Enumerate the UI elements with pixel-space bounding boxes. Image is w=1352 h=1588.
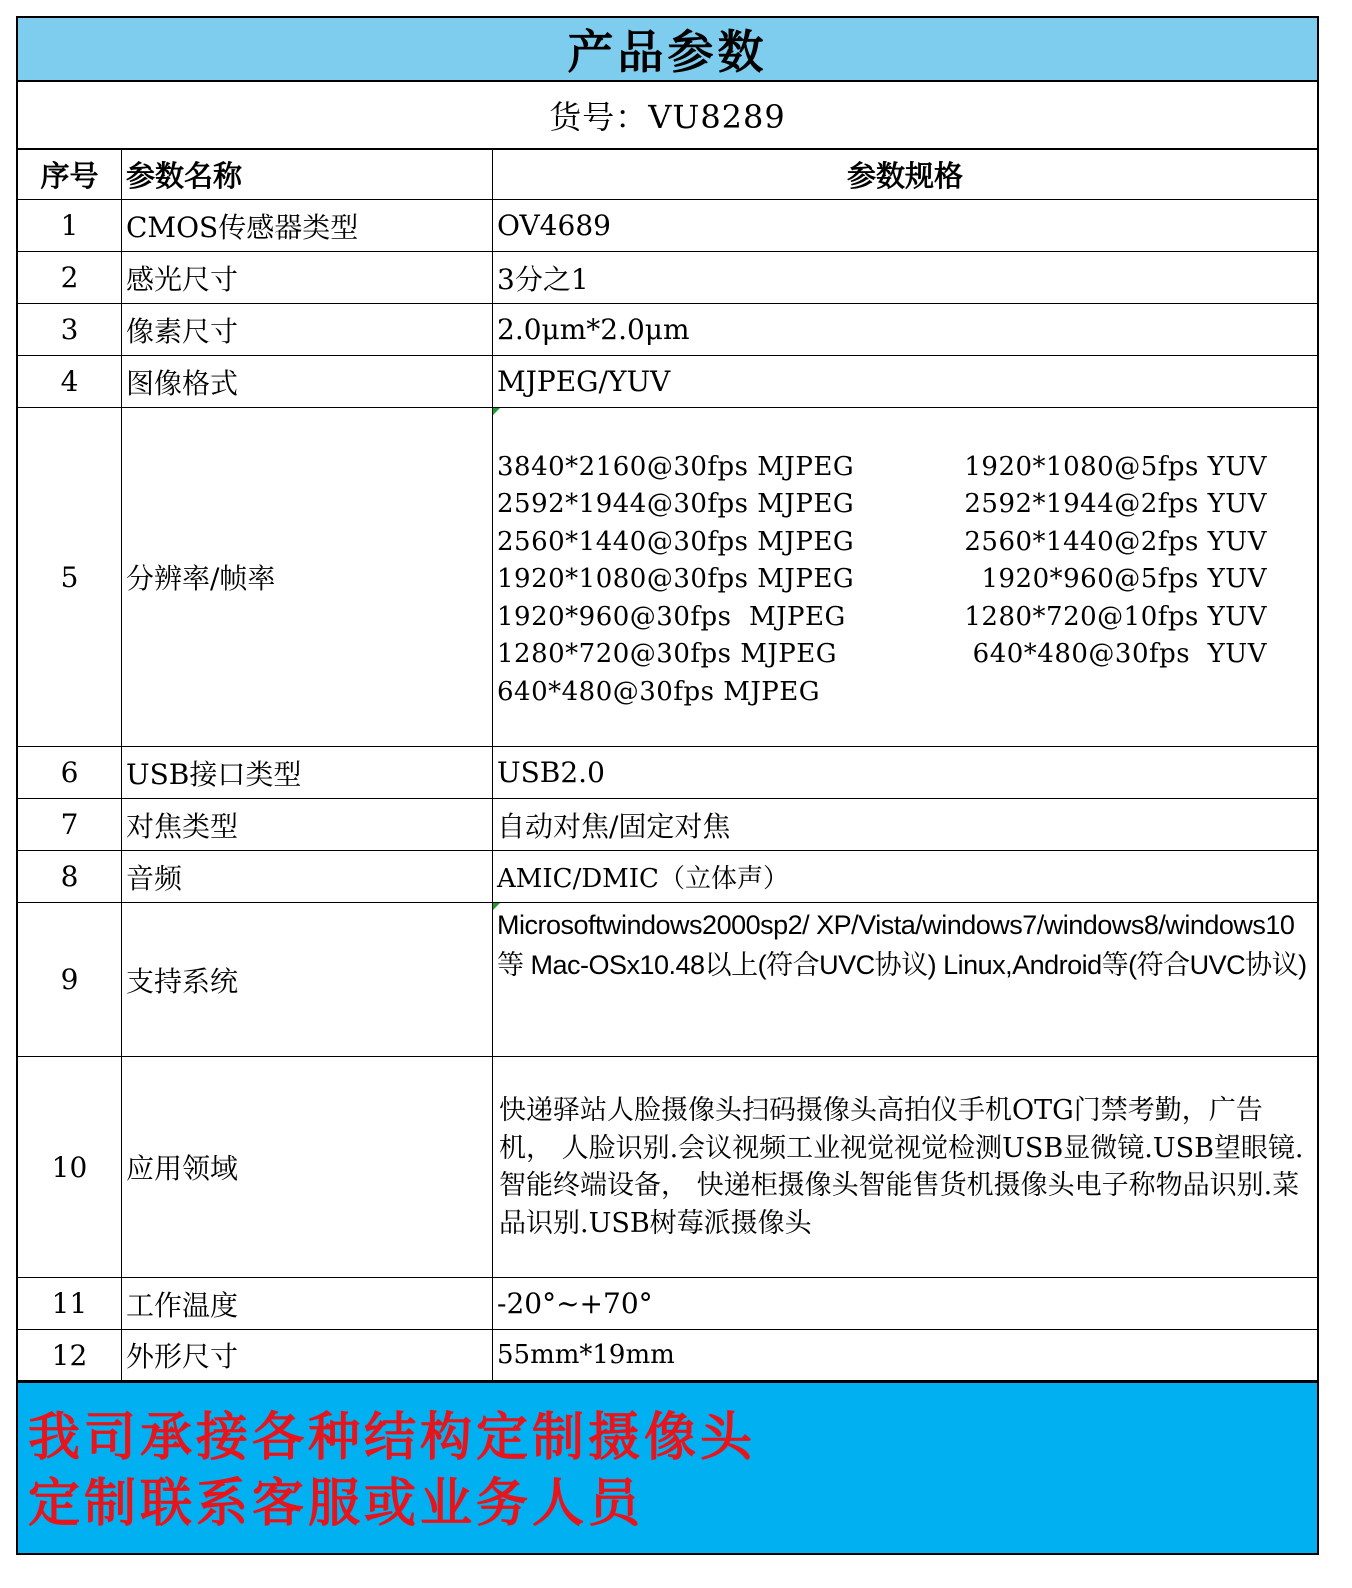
row-value: 自动对焦/固定对焦 xyxy=(493,799,1318,851)
cell-marker xyxy=(493,408,500,415)
page-title: 产品参数 xyxy=(18,16,1317,82)
yuv-line: 1920*1080@5fps YUV xyxy=(964,451,1267,482)
row-name: 外形尺寸 xyxy=(122,1330,493,1381)
table-header-row xyxy=(18,150,1317,200)
row-name: 音频 xyxy=(122,851,493,903)
row-index: 5 xyxy=(18,408,122,747)
cell-marker xyxy=(493,903,500,910)
row-value: 55mm*19mm xyxy=(493,1330,1318,1381)
spec-table xyxy=(18,150,1317,1381)
sku-label: 货号：VU8289 xyxy=(18,82,1317,150)
row-index: 7 xyxy=(18,799,122,851)
table-row xyxy=(18,1330,1317,1381)
row-value: USB2.0 xyxy=(493,747,1318,799)
row-name: 图像格式 xyxy=(122,356,493,408)
row-name: 应用领域 xyxy=(122,1057,493,1278)
table-row xyxy=(18,356,1317,408)
header-spec: 参数规格 xyxy=(493,150,1318,200)
table-row xyxy=(18,408,1317,747)
spec-sheet xyxy=(16,16,1319,1555)
row-name: 像素尺寸 xyxy=(122,304,493,356)
header-index: 序号 xyxy=(18,150,122,200)
table-row xyxy=(18,200,1317,252)
yuv-line: 2592*1944@2fps YUV xyxy=(964,489,1267,520)
table-row xyxy=(18,903,1317,1057)
footer-banner xyxy=(18,1381,1317,1555)
footer-line-2: 定制联系客服或业务人员 xyxy=(28,1473,645,1534)
applications-text: 快递驿站人脸摄像头扫码摄像头高拍仪手机OTG门禁考勤，广告机， 人脸识别.会议视频工业视觉视觉检测USB显微镜.USB望眼镜.智能终端设备， 快递柜摄像头智能售货机摄像头电子称物品识别.菜品识别.USB树莓派摄像头 xyxy=(499,1095,1304,1239)
mjpeg-line: 2560*1440@30fps MJPEG xyxy=(497,526,855,557)
systems-text: Microsoftwindows2000sp2/ XP/Vista/windows7/windows8/windows10等 Mac-OSx10.48以上(符合UVC协议) Linux,Android等(符合UVC协议) xyxy=(497,910,1307,980)
mjpeg-line: 3840*2160@30fps MJPEG xyxy=(497,451,855,482)
mjpeg-line: 2592*1944@30fps MJPEG xyxy=(497,489,855,520)
yuv-line: 1280*720@10fps YUV xyxy=(964,601,1267,632)
row-index: 12 xyxy=(18,1330,122,1381)
mjpeg-line: 1920*960@30fps MJPEG xyxy=(497,601,846,632)
yuv-column xyxy=(927,449,1267,712)
mjpeg-line: 1280*720@30fps MJPEG xyxy=(497,639,838,670)
row-index: 10 xyxy=(18,1057,122,1278)
row-value: OV4689 xyxy=(493,200,1318,252)
table-row xyxy=(18,304,1317,356)
header-name: 参数名称 xyxy=(122,150,493,200)
row-index: 8 xyxy=(18,851,122,903)
row-index: 11 xyxy=(18,1278,122,1330)
row-index: 9 xyxy=(18,903,122,1057)
row-index: 6 xyxy=(18,747,122,799)
mjpeg-line: 640*480@30fps MJPEG xyxy=(497,676,820,707)
row-name: CMOS传感器类型 xyxy=(122,200,493,252)
mjpeg-line: 1920*1080@30fps MJPEG xyxy=(497,564,855,595)
row-name: 支持系统 xyxy=(122,903,493,1057)
row-name: USB接口类型 xyxy=(122,747,493,799)
row-value: MJPEG/YUV xyxy=(493,356,1318,408)
row-name: 工作温度 xyxy=(122,1278,493,1330)
resolution-list xyxy=(497,409,1313,746)
row-name: 对焦类型 xyxy=(122,799,493,851)
row-name: 分辨率/帧率 xyxy=(122,408,493,747)
table-row xyxy=(18,799,1317,851)
table-row xyxy=(18,1057,1317,1278)
row-index: 2 xyxy=(18,252,122,304)
footer-line-1: 我司承接各种结构定制摄像头 xyxy=(28,1407,757,1468)
row-value: 3分之1 xyxy=(493,252,1318,304)
resolution-cell xyxy=(493,408,1318,747)
mjpeg-column xyxy=(497,449,927,712)
row-value: AMIC/DMIC（立体声） xyxy=(493,851,1318,903)
row-index: 1 xyxy=(18,200,122,252)
applications-cell xyxy=(493,1057,1318,1278)
table-row xyxy=(18,1278,1317,1330)
row-index: 3 xyxy=(18,304,122,356)
table-row xyxy=(18,851,1317,903)
yuv-line: 640*480@30fps YUV xyxy=(972,639,1267,670)
table-row xyxy=(18,747,1317,799)
yuv-line: 2560*1440@2fps YUV xyxy=(964,526,1267,557)
row-value: -20°~+70° xyxy=(493,1278,1318,1330)
yuv-line: 1920*960@5fps YUV xyxy=(981,564,1267,595)
systems-cell xyxy=(493,903,1318,1057)
row-value: 2.0μm*2.0μm xyxy=(493,304,1318,356)
table-row xyxy=(18,252,1317,304)
row-index: 4 xyxy=(18,356,122,408)
row-name: 感光尺寸 xyxy=(122,252,493,304)
